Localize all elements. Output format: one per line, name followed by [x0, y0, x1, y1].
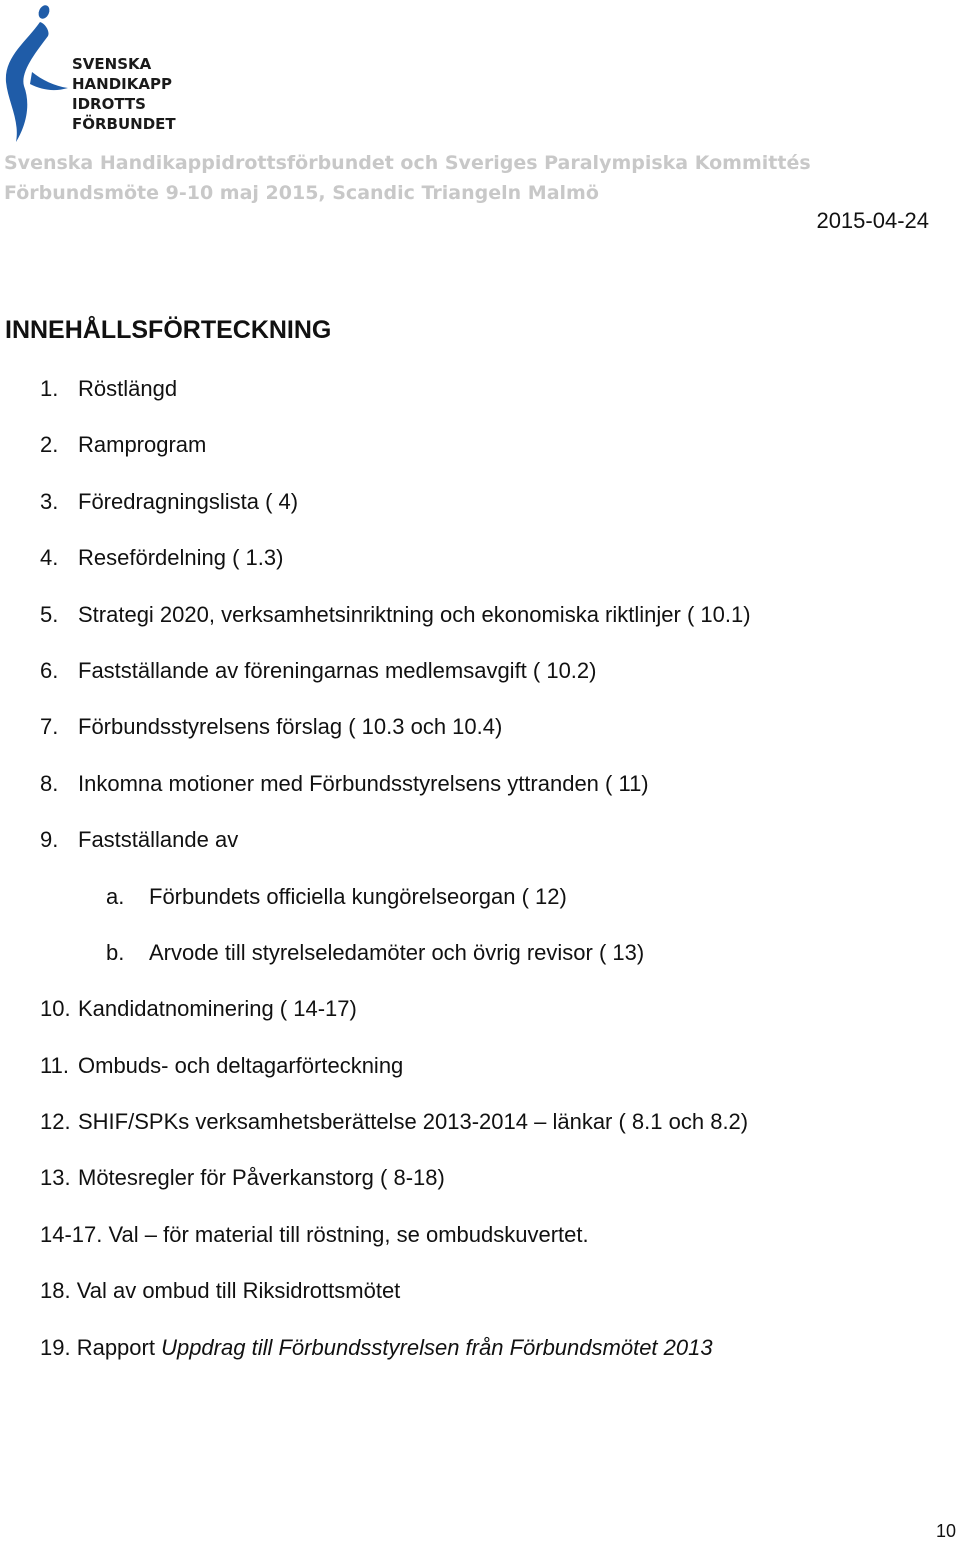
- logo-line: HANDIKAPP: [72, 75, 172, 93]
- toc-item-text: Ombuds- och deltagarförteckning: [78, 1052, 404, 1078]
- toc-item: [0, 1161, 960, 1217]
- header-line-2: Förbundsmöte 9-10 maj 2015, Scandic Triangeln Malmö: [4, 182, 599, 204]
- toc-last-prefix: 19. Rapport: [40, 1334, 162, 1360]
- toc-item: [0, 823, 960, 879]
- toc-item-number: 11.: [40, 1052, 69, 1078]
- toc-sub-item: [0, 936, 960, 992]
- toc-item-number: 5.: [40, 601, 59, 627]
- toc-item-number: 6.: [40, 657, 59, 683]
- toc-item: [0, 428, 960, 484]
- toc-item: [0, 598, 960, 654]
- toc-item-text: Ramprogram: [78, 432, 207, 458]
- toc-last-italic-title: Uppdrag till Förbundsstyrelsen från Förbundsmötet 2013: [161, 1334, 713, 1360]
- logo-text: [72, 54, 176, 134]
- toc-item-number: 7.: [40, 714, 59, 740]
- table-of-contents: [0, 372, 960, 1387]
- toc-item-text: Resefördelning ( 1.3): [78, 545, 284, 571]
- toc-item-number: 2.: [40, 432, 59, 458]
- toc-item: [0, 654, 960, 710]
- logo-line: IDROTTS: [72, 95, 146, 113]
- toc-item-number: 4.: [40, 545, 59, 571]
- toc-item-number: 9.: [40, 827, 59, 853]
- toc-item: [0, 767, 960, 823]
- toc-title: INNEHÅLLSFÖRTECKNING: [5, 316, 332, 344]
- toc-item: [0, 372, 960, 428]
- organization-logo: [2, 2, 176, 144]
- toc-sub-item-letter: b.: [106, 939, 125, 965]
- toc-item-number: 12.: [40, 1109, 71, 1135]
- toc-item: [0, 541, 960, 597]
- toc-sub-item-text: Förbundets officiella kungörelseorgan ( 12): [149, 883, 567, 909]
- toc-item: [0, 710, 960, 766]
- page-number: 10: [935, 1521, 956, 1541]
- document-date: 2015-04-24: [816, 208, 929, 233]
- toc-item-text: Strategi 2020, verksamhetsinriktning och ekonomiska riktlinjer ( 10.1): [78, 601, 751, 627]
- toc-item-text: Mötesregler för Påverkanstorg ( 8-18): [78, 1165, 445, 1191]
- toc-item-text: Fastställande av föreningarnas medlemsavgift ( 10.2): [78, 657, 597, 683]
- toc-item-text: Fastställande av: [78, 827, 239, 853]
- toc-item-text: Förbundsstyrelsens förslag ( 10.3 och 10.4): [78, 714, 503, 740]
- toc-free-line-text: 14-17. Val – för material till röstning, se ombudskuvertet.: [40, 1221, 589, 1247]
- toc-item: [0, 1049, 960, 1105]
- toc-item-text: Föredragningslista ( 4): [78, 488, 299, 514]
- toc-item-number: 8.: [40, 770, 59, 796]
- organization-header: [4, 148, 811, 208]
- header-line-1: Svenska Handikappidrottsförbundet och Sveriges Paralympiska Kommittés: [4, 152, 811, 174]
- toc-item-text: SHIF/SPKs verksamhetsberättelse 2013-2014 – länkar ( 8.1 och 8.2): [78, 1109, 749, 1135]
- logo-mark-icon: [2, 2, 74, 144]
- toc-free-line: [0, 1274, 960, 1330]
- toc-item-number: 13.: [40, 1165, 71, 1191]
- toc-free-line-text: 18. Val av ombud till Riksidrottsmötet: [40, 1278, 401, 1304]
- toc-last-line: [0, 1331, 960, 1387]
- toc-item-text: Inkomna motioner med Förbundsstyrelsens yttranden ( 11): [78, 770, 649, 796]
- toc-item-text: Kandidatnominering ( 14-17): [78, 996, 357, 1022]
- toc-sub-item-text: Arvode till styrelseledamöter och övrig revisor ( 13): [149, 939, 645, 965]
- toc-free-line: [0, 1218, 960, 1274]
- toc-item-number: 10.: [40, 996, 71, 1022]
- toc-item-text: Röstlängd: [78, 376, 178, 401]
- toc-sub-item-letter: a.: [106, 883, 125, 909]
- logo-line: FÖRBUNDET: [72, 115, 176, 133]
- toc-item-number: 1.: [40, 376, 59, 401]
- toc-item: [0, 992, 960, 1048]
- toc-item-number: 3.: [40, 488, 59, 514]
- logo-line: SVENSKA: [72, 55, 152, 73]
- toc-item: [0, 485, 960, 541]
- toc-item: [0, 1105, 960, 1161]
- toc-sub-item: [0, 880, 960, 936]
- toc-last-line-text: [40, 1331, 713, 1365]
